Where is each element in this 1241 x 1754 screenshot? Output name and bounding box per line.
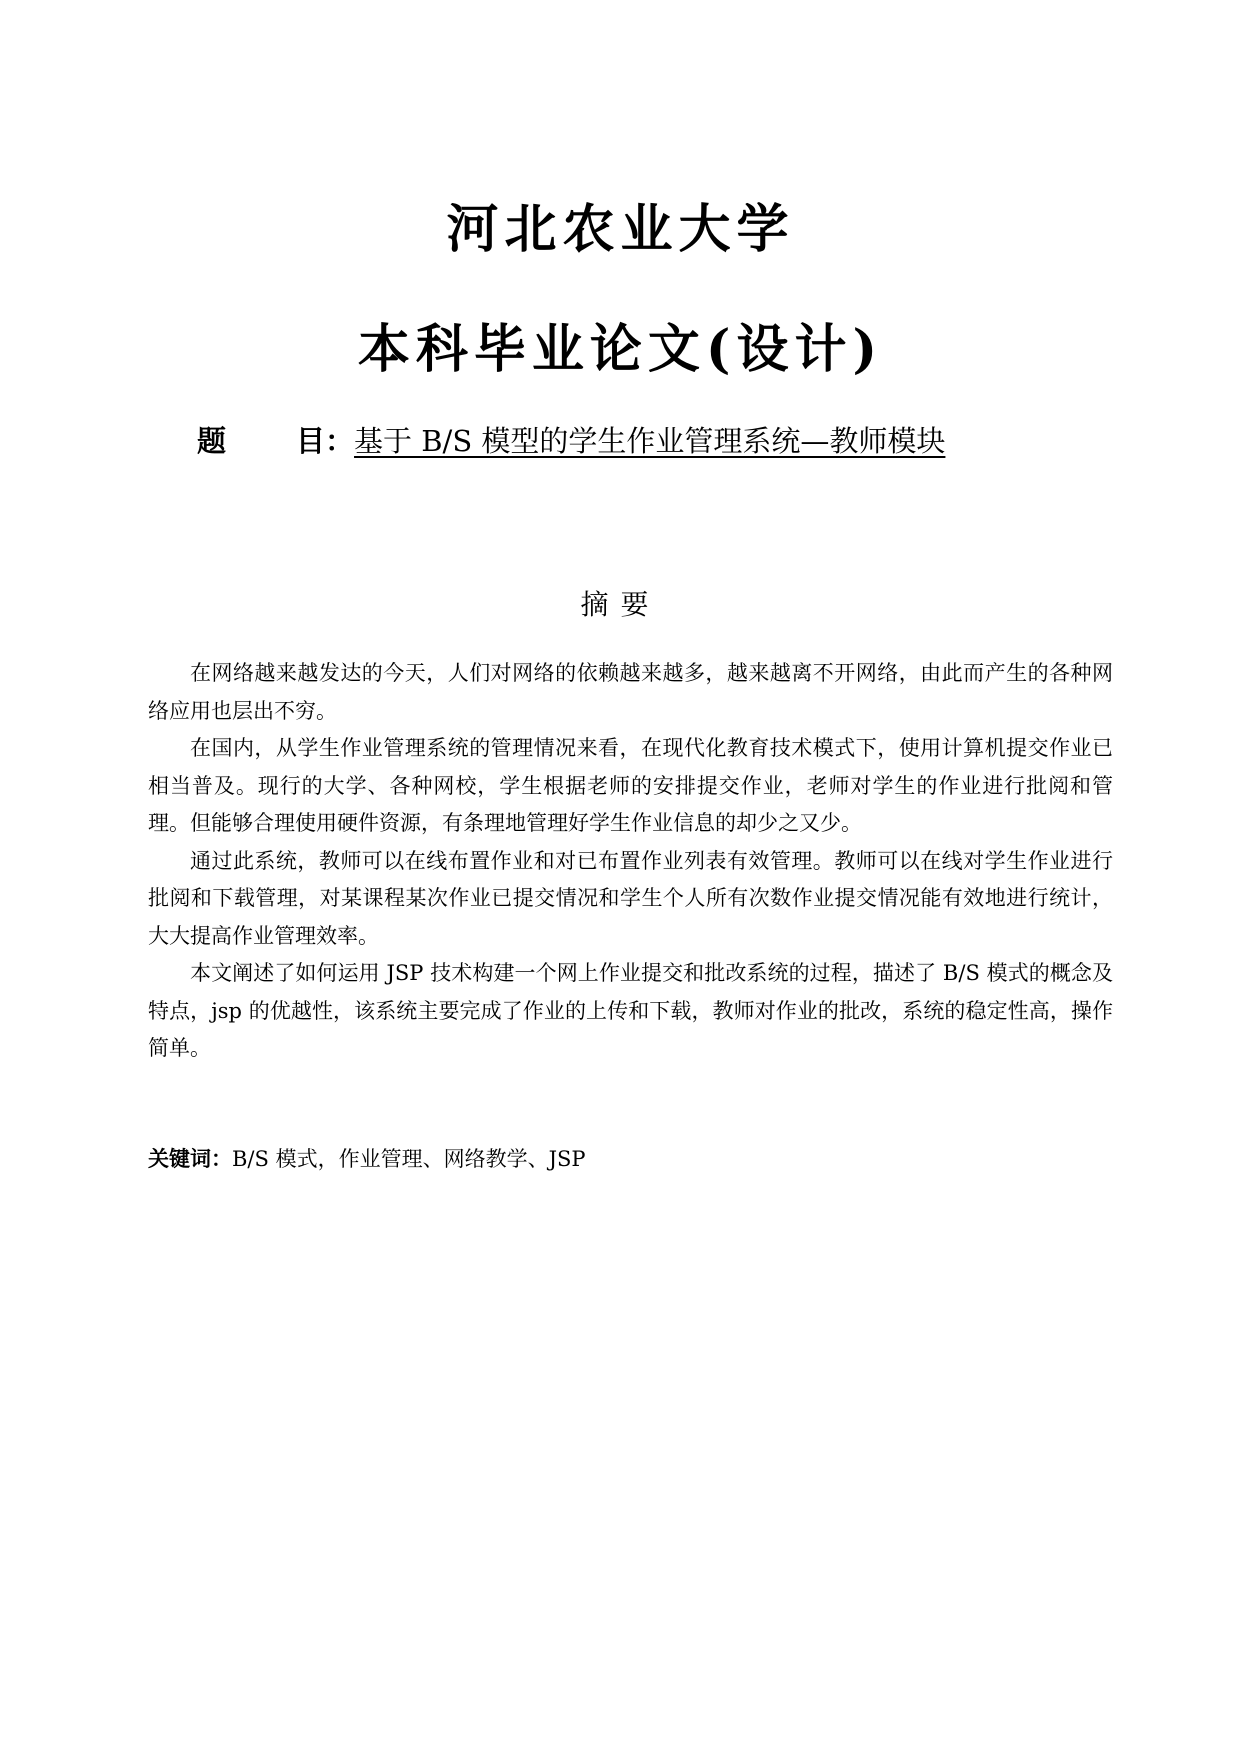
thesis-type-title: 本科毕业论文(设计): [357, 319, 884, 380]
abstract-paragraph: 通过此系统，教师可以在线布置作业和对已布置作业列表有效管理。教师可以在线对学生作业进行批阅和下载管理，对某课程某次作业已提交情况和学生个人所有次数作业提交情况能有效地进行统计，大大提高作业管理效率。: [148, 848, 1113, 948]
abstract-paragraph: 在国内，从学生作业管理系统的管理情况来看，在现代化教育技术模式下，使用计算机提交作业已相当普及。现行的大学、各种网校，学生根据老师的安排提交作业，老师对学生的作业进行批阅和管理。但能够合理使用硬件资源，有条理地管理好学生作业信息的却少之又少。: [148, 736, 1113, 835]
university-title: 河北农业大学: [446, 199, 795, 260]
abstract-paragraph: 本文阐述了如何运用 JSP 技术构建一个网上作业提交和批改系统的过程，描述了 B/S 模式的概念及特点，jsp 的优越性，该系统主要完成了作业的上传和下载，教师对作业的批改，系统的稳定性高，操作简单。: [148, 961, 1113, 1060]
subject-value: 基于 B/S 模型的学生作业管理系统—教师模块: [354, 424, 946, 458]
keywords-label: 关键词：: [148, 1146, 232, 1171]
subject-label: [197, 418, 354, 464]
abstract-heading: 摘要: [580, 588, 661, 621]
abstract-body: [148, 655, 1113, 1068]
subject-line: [197, 418, 1097, 464]
keywords-line: [148, 1140, 1113, 1178]
subject-label-first: 题: [197, 424, 227, 458]
subject-label-second: 目：: [296, 424, 355, 458]
keywords-value: B/S 模式，作业管理、网络教学、JSP: [232, 1147, 586, 1171]
abstract-paragraph: 在网络越来越发达的今天，人们对网络的依赖越来越多，越来越离不开网络，由此而产生的各种网络应用也层出不穷。: [148, 661, 1113, 723]
